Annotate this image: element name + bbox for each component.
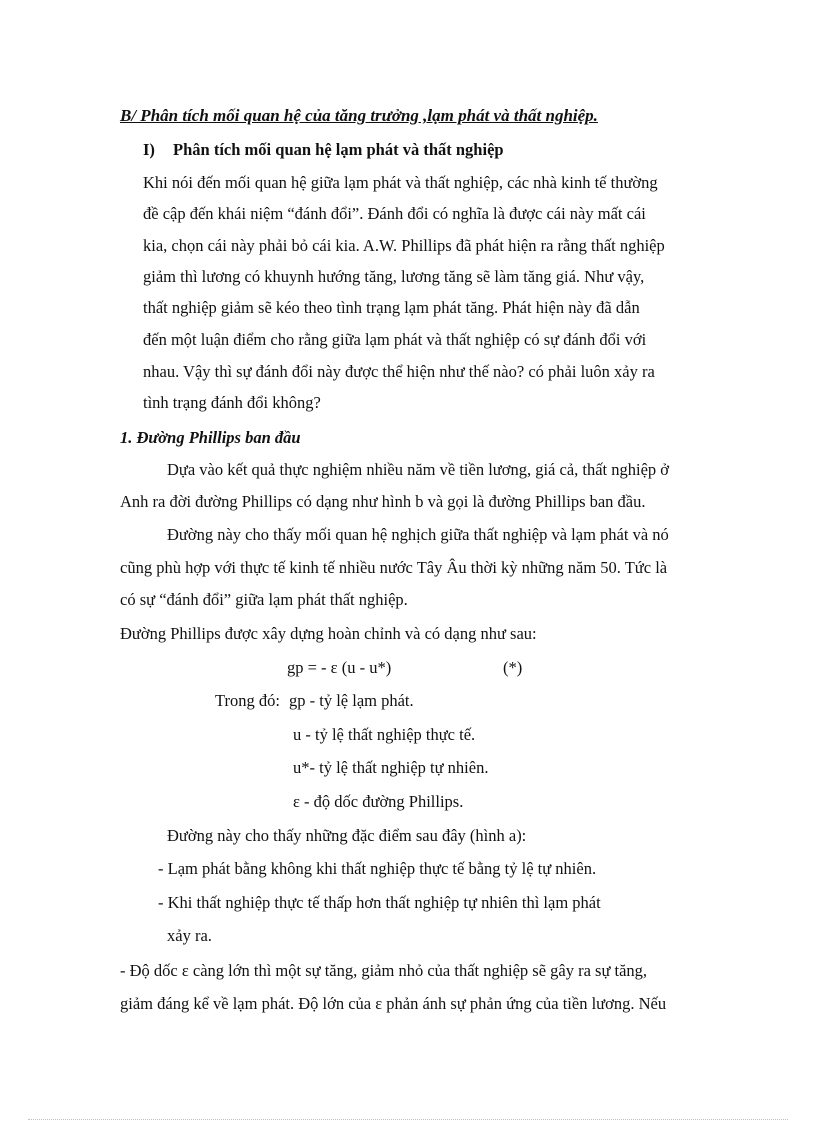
definition-u: u - tỷ lệ thất nghiệp thực tế. [293, 725, 476, 744]
text-line: xảy ra. [167, 926, 212, 945]
text-line: giảm thì lương có khuynh hướng tăng, lương tăng sẽ làm tăng giá. Như vậy, [143, 267, 645, 286]
features-intro: Đường này cho thấy những đặc điểm sau đây (hình a): [167, 826, 527, 845]
text-line: đến một luận điểm cho rằng giữa lạm phát và thất nghiệp có sự đánh đổi với [143, 330, 647, 349]
text-line: thất nghiệp giảm sẽ kéo theo tình trạng lạm phát tăng. Phát hiện này đã dẫn [143, 298, 640, 317]
text-line: Khi nói đến mối quan hệ giữa lạm phát và thất nghiệp, các nhà kinh tế thường [143, 173, 658, 192]
formula: gp = - ε (u - u*) [287, 658, 392, 677]
text-line: nhau. Vậy thì sự đánh đổi này được thể hiện như thế nào? có phải luôn xảy ra [143, 362, 655, 381]
text-line: giảm đáng kể về lạm phát. Độ lớn của ε phản ánh sự phản ứng của tiền lương. Nếu [120, 994, 667, 1013]
text-line: Dựa vào kết quả thực nghiệm nhiều năm về tiền lương, giá cả, thất nghiệp ở [167, 460, 670, 479]
text-line: có sự “đánh đổi” giữa lạm phát thất nghiệp. [120, 590, 408, 609]
subsection-label: I) [143, 140, 155, 159]
text-line: - Độ dốc ε càng lớn thì một sự tăng, giảm nhỏ của thất nghiệp sẽ gây ra sự tăng, [120, 961, 648, 980]
text-line: Đường này cho thấy mối quan hệ nghịch giữa thất nghiệp và lạm phát và nó [167, 525, 669, 544]
text-line: Anh ra đời đường Phillips có dạng như hình b và gọi là đường Phillips ban đầu. [120, 492, 646, 511]
text-line: - Khi thất nghiệp thực tế thấp hơn thất nghiệp tự nhiên thì lạm phát [158, 893, 601, 912]
definition-u-star: u*- tỷ lệ thất nghiệp tự nhiên. [293, 758, 489, 777]
text-line: tình trạng đánh đổi không? [143, 393, 321, 412]
definition-gp: gp - tỷ lệ lạm phát. [289, 691, 414, 710]
where-label: Trong đó: [215, 691, 280, 710]
bullet-zero-inflation: - Lạm phát bằng không khi thất nghiệp thực tế bằng tỷ lệ tự nhiên. [158, 859, 597, 878]
subsection-heading-I [143, 140, 504, 160]
text-line: kia, chọn cái này phải bỏ cái kia. A.W. Phillips đã phát hiện ra rằng thất nghiệp [143, 236, 665, 255]
formula-tag: (*) [503, 658, 523, 677]
subsection-title: Phân tích mối quan hệ lạm phát và thất nghiệp [173, 140, 504, 159]
section-heading: B/ Phân tích mối quan hệ của tăng trưởng ,lạm phát và thất nghiệp. [120, 106, 598, 125]
definition-epsilon: ε - độ dốc đường Phillips. [293, 792, 464, 811]
text-line: cũng phù hợp với thực tế kinh tế nhiều nước Tây Âu thời kỳ những năm 50. Tức là [120, 558, 668, 577]
formula-intro: Đường Phillips được xây dựng hoàn chỉnh và có dạng như sau: [120, 624, 537, 643]
text-line: đề cập đến khái niệm “đánh đổi”. Đánh đổi có nghĩa là được cái này mất cái [143, 204, 646, 223]
page-bottom-rule [28, 1119, 788, 1120]
section-1-title: 1. Đường Phillips ban đầu [120, 428, 301, 447]
